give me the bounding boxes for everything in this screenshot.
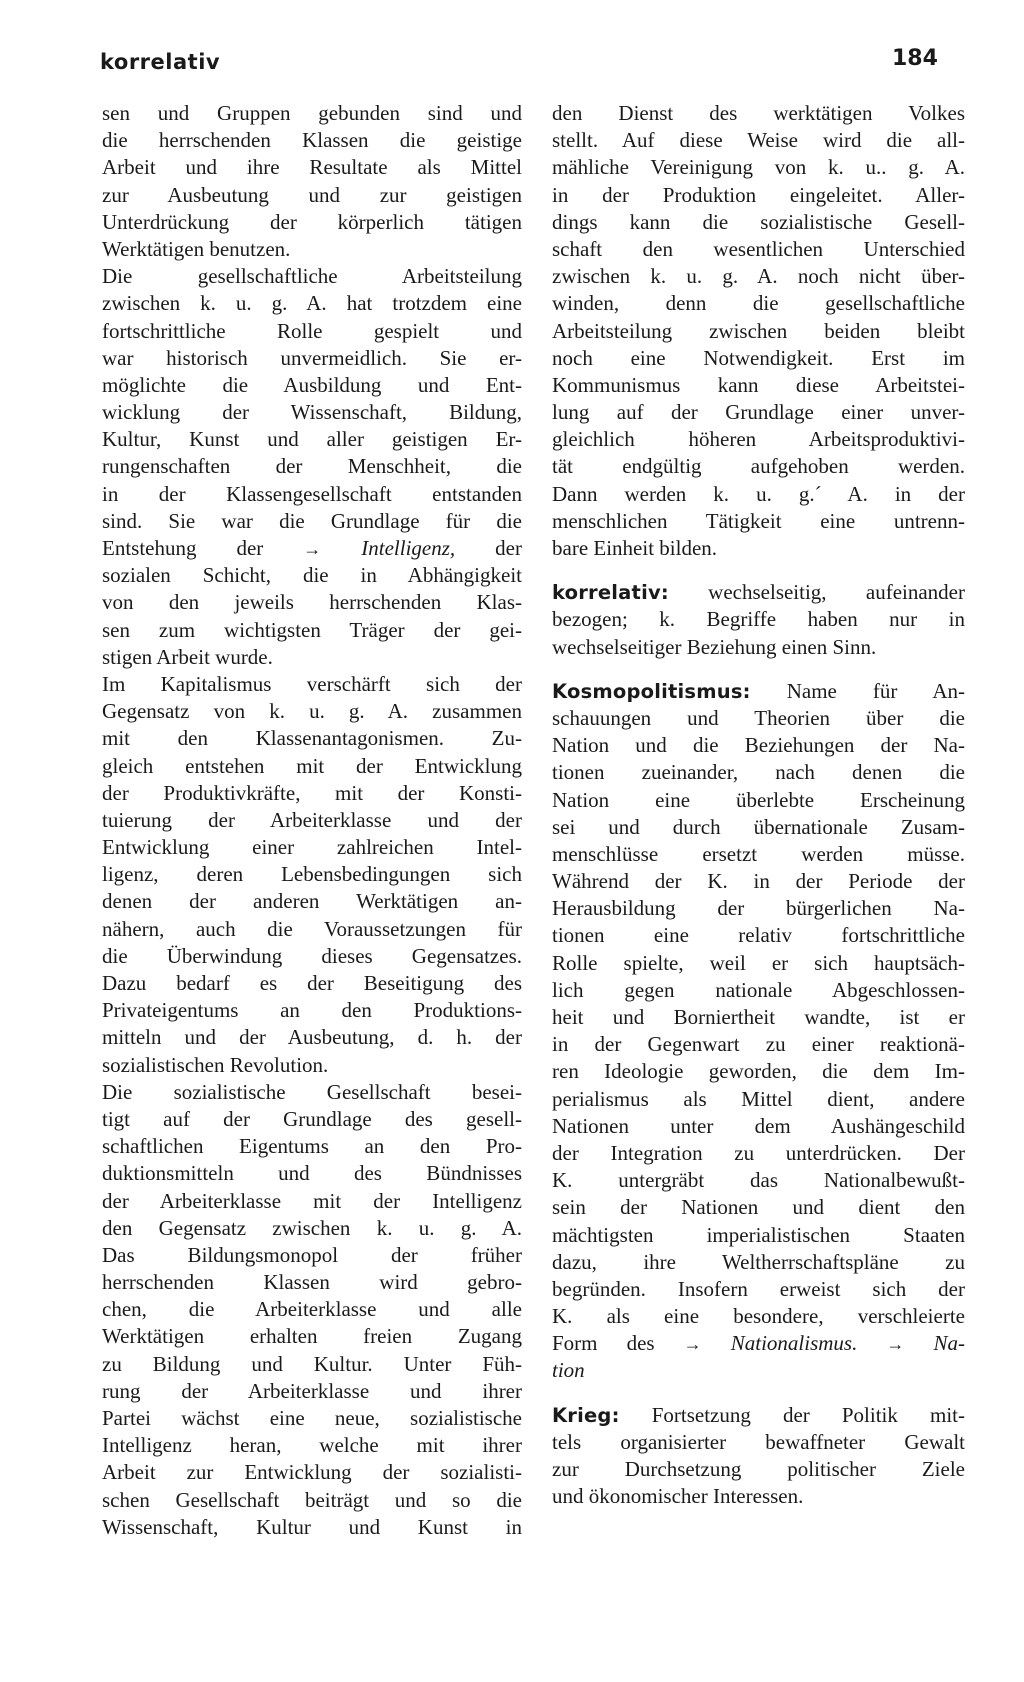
text-line: sind. Sie war die Grundlage für die xyxy=(102,508,522,533)
text-line: mächtigsten imperialistischen Staaten xyxy=(552,1222,965,1247)
text-line: K. als eine besondere, verschleierte xyxy=(552,1304,965,1329)
text-line: menschlichen Tätigkeit eine untrenn- xyxy=(552,508,965,533)
text-line: Dazu bedarf es der Beseitigung des xyxy=(102,971,522,995)
text-line: lung auf der Grundlage einer unver- xyxy=(552,400,965,425)
text-line: ligenz, deren Lebensbedingungen sich xyxy=(102,862,522,887)
text-line: rungenschaften der Menschheit, die xyxy=(102,454,522,479)
text-line: Werktätigen benutzen. xyxy=(102,236,291,261)
text-line: Entwicklung einer zahlreichen Intel- xyxy=(102,835,522,860)
cross-reference-term: Intelligenz, xyxy=(361,536,456,560)
left-column xyxy=(102,100,522,1541)
text-line: stellt. Auf diese Weise wird die all- xyxy=(552,128,965,153)
text-line: denen der anderen Werktätigen an- xyxy=(102,889,522,914)
text-line: mitteln und der Ausbeutung, d. h. der xyxy=(102,1025,522,1050)
text-line: der Integration zu unterdrücken. Der xyxy=(552,1140,965,1165)
cross-reference-arrow-icon: → xyxy=(303,539,322,559)
text-line: zur Ausbeutung und zur geistigen xyxy=(102,182,522,207)
text-line: sen und Gruppen gebunden sind und xyxy=(102,101,522,125)
entry-term: Krieg: xyxy=(552,1403,620,1427)
text-line: Gegensatz von k. u. g. A. zusammen xyxy=(102,699,522,724)
text-line: wechselseitiger Beziehung einen Sinn. xyxy=(552,634,877,659)
text-line: tels organisierter bewaffneter Gewalt xyxy=(552,1429,965,1454)
text-line: Die gesellschaftliche Arbeitsteilung xyxy=(102,264,522,289)
text-line: winden, denn die gesellschaftliche xyxy=(552,291,965,316)
text-line: in der Klassengesellschaft entstanden xyxy=(102,481,522,506)
page-number: 184 xyxy=(892,46,938,71)
cross-reference-arrow-icon: → xyxy=(683,1334,702,1355)
text-line: sen zum wichtigsten Träger der gei- xyxy=(102,617,522,642)
text-line: tuierung der Arbeiterklasse und der xyxy=(102,807,522,832)
right-column xyxy=(552,100,965,1510)
text-line: die herrschenden Klassen die geistige xyxy=(102,128,522,153)
text-line: nähern, auch die Voraussetzungen für xyxy=(102,916,522,941)
text-line: begründen. Insofern erweist sich der xyxy=(552,1276,965,1301)
text-line: Dann werden k. u. g.´ A. in der xyxy=(552,481,965,506)
text-line: Arbeit und ihre Resultate als Mittel xyxy=(102,155,522,180)
text-line: Wissenschaft, Kultur und Kunst in xyxy=(102,1514,522,1539)
paragraph-gap xyxy=(552,562,965,579)
text-line: mit den Klassenantagonismen. Zu- xyxy=(102,726,522,751)
text-line: zwischen k. u. g. A. hat trotzdem eine xyxy=(102,291,522,316)
cross-reference-term: Na- xyxy=(933,1331,965,1356)
text-line: dings kann die sozialistische Gesell- xyxy=(552,209,965,234)
text-line: Nationen unter dem Aushängeschild xyxy=(552,1113,965,1138)
cross-reference-arrow-icon: → xyxy=(886,1334,905,1355)
text-line: Während der K. in der Periode der xyxy=(552,869,965,894)
text-line: lich gegen nationale Abgeschlossen- xyxy=(552,977,965,1002)
text-line: schauungen und Theorien über die xyxy=(552,705,965,730)
text-line: schaftlichen Eigentums an den Pro- xyxy=(102,1134,522,1159)
text-line: schaft den wesentlichen Unterschied xyxy=(552,236,965,261)
cross-reference-term: Nationalismus. xyxy=(730,1331,858,1356)
text-line: stigen Arbeit wurde. xyxy=(102,644,273,669)
text-line: wicklung der Wissenschaft, Bildung, xyxy=(102,400,522,425)
text-line: mähliche Vereinigung von k. u.. g. A. xyxy=(552,155,965,180)
text-line: der Arbeiterklasse mit der Intelligenz xyxy=(102,1188,522,1213)
text-line xyxy=(552,1357,965,1384)
text-line: zur Durchsetzung politischer Ziele xyxy=(552,1457,965,1481)
text-line: Kultur, Kunst und aller geistigen Er- xyxy=(102,427,522,452)
text-line: dazu, ihre Weltherrschaftspläne zu xyxy=(552,1249,965,1274)
text-line: perialismus als Mittel dient, andere xyxy=(552,1086,965,1111)
text-line: tionen zueinander, nach denen die xyxy=(552,760,965,785)
text-line: tät endgültig aufgehoben werden. xyxy=(552,454,965,479)
text-line: in der Produktion eingeleitet. Aller- xyxy=(552,182,965,207)
text-line: tigt auf der Grundlage des gesell- xyxy=(102,1106,522,1131)
text-line: sozialen Schicht, die in Abhängigkeit xyxy=(102,563,522,588)
text-line: rung der Arbeiterklasse und ihrer xyxy=(102,1378,522,1403)
text-line: Privateigentums an den Produktions- xyxy=(102,998,522,1023)
text-line: tionen eine relativ fortschrittliche xyxy=(552,923,965,948)
text-line: Nation und die Beziehungen der Na- xyxy=(552,733,965,758)
text-line: menschlüsse ersetzt werden müsse. xyxy=(552,841,965,866)
text-line: den Gegensatz zwischen k. u. g. A. xyxy=(102,1215,522,1240)
text-line: chen, die Arbeiterklasse und alle xyxy=(102,1297,522,1322)
text-line: heit und Borniertheit wandte, ist er xyxy=(552,1005,965,1029)
text-line: bezogen; k. Begriffe haben nur in xyxy=(552,607,965,632)
paragraph-gap xyxy=(552,1385,965,1402)
entry-first-line: Kosmopolitismus: Name für An- xyxy=(552,678,965,703)
text-line: herrschenden Klassen wird gebro- xyxy=(102,1270,522,1295)
text-line: fortschrittliche Rolle gespielt und xyxy=(102,318,522,343)
text-line: gleichlich höheren Arbeitsproduktivi- xyxy=(552,427,965,452)
text-line: Unterdrückung der körperlich tätigen xyxy=(102,209,522,234)
entry-term: Kosmopolitismus: xyxy=(552,679,751,703)
text-line: und ökonomischer Interessen. xyxy=(552,1484,804,1509)
text-line: Nation eine überlebte Erscheinung xyxy=(552,787,965,812)
text-line: sei und durch übernationale Zusam- xyxy=(552,814,965,839)
text-line: möglichte die Ausbildung und Ent- xyxy=(102,372,522,397)
entry-first-line: korrelativ: wechselseitig, aufeinander xyxy=(552,580,965,605)
text-line: der Produktivkräfte, mit der Konsti- xyxy=(102,780,522,805)
entry-term: korrelativ: xyxy=(552,581,669,605)
text-line: schen Gesellschaft beiträgt und so die xyxy=(102,1487,522,1512)
text-line: Kommunismus kann diese Arbeitstei- xyxy=(552,372,965,397)
text-line: Form des → Nationalismus. → Na- xyxy=(552,1331,965,1356)
text-line: sozialistischen Revolution. xyxy=(102,1052,329,1077)
text-line: Arbeitsteilung zwischen beiden bleibt xyxy=(552,318,965,343)
text-line: in der Gegenwart zu einer reaktionä- xyxy=(552,1032,965,1057)
cross-reference-term: tion xyxy=(552,1358,585,1383)
text-line: Im Kapitalismus verschärft sich der xyxy=(102,671,522,696)
text-line: noch eine Notwendigkeit. Erst im xyxy=(552,345,965,370)
text-line: Herausbildung der bürgerlichen Na- xyxy=(552,896,965,921)
text-line: Entstehung der → Intelligenz, der xyxy=(102,536,522,560)
text-line: Intelligenz heran, welche mit ihrer xyxy=(102,1433,522,1458)
text-line: den Dienst des werktätigen Volkes xyxy=(552,101,965,125)
text-line: die Überwindung dieses Gegensatzes. xyxy=(102,943,522,968)
text-line: Die sozialistische Gesellschaft besei- xyxy=(102,1079,522,1104)
text-line: Rolle spielte, weil er sich hauptsäch- xyxy=(552,950,965,975)
text-line: K. untergräbt das Nationalbewußt- xyxy=(552,1168,965,1193)
running-head: korrelativ xyxy=(100,50,221,74)
text-line: Partei wächst eine neue, sozialistische xyxy=(102,1406,522,1430)
text-line: zwischen k. u. g. A. noch nicht über- xyxy=(552,264,965,289)
text-line: bare Einheit bilden. xyxy=(552,536,718,560)
text-line: gleich entstehen mit der Entwicklung xyxy=(102,753,522,778)
text-line: von den jeweils herrschenden Klas- xyxy=(102,590,522,615)
text-line: Werktätigen erhalten freien Zugang xyxy=(102,1324,522,1349)
text-line: Das Bildungsmonopol der früher xyxy=(102,1242,522,1267)
text-line: sein der Nationen und dient den xyxy=(552,1195,965,1220)
text-line: zu Bildung und Kultur. Unter Füh- xyxy=(102,1351,522,1376)
entry-first-line: Krieg: Fortsetzung der Politik mit- xyxy=(552,1402,965,1427)
text-line: war historisch unvermeidlich. Sie er- xyxy=(102,345,522,370)
text-line: Arbeit zur Entwicklung der sozialisti- xyxy=(102,1460,522,1485)
text-line: duktionsmitteln und des Bündnisses xyxy=(102,1161,522,1186)
paragraph-gap xyxy=(552,661,965,678)
text-line: ren Ideologie geworden, die dem Im- xyxy=(552,1059,965,1084)
